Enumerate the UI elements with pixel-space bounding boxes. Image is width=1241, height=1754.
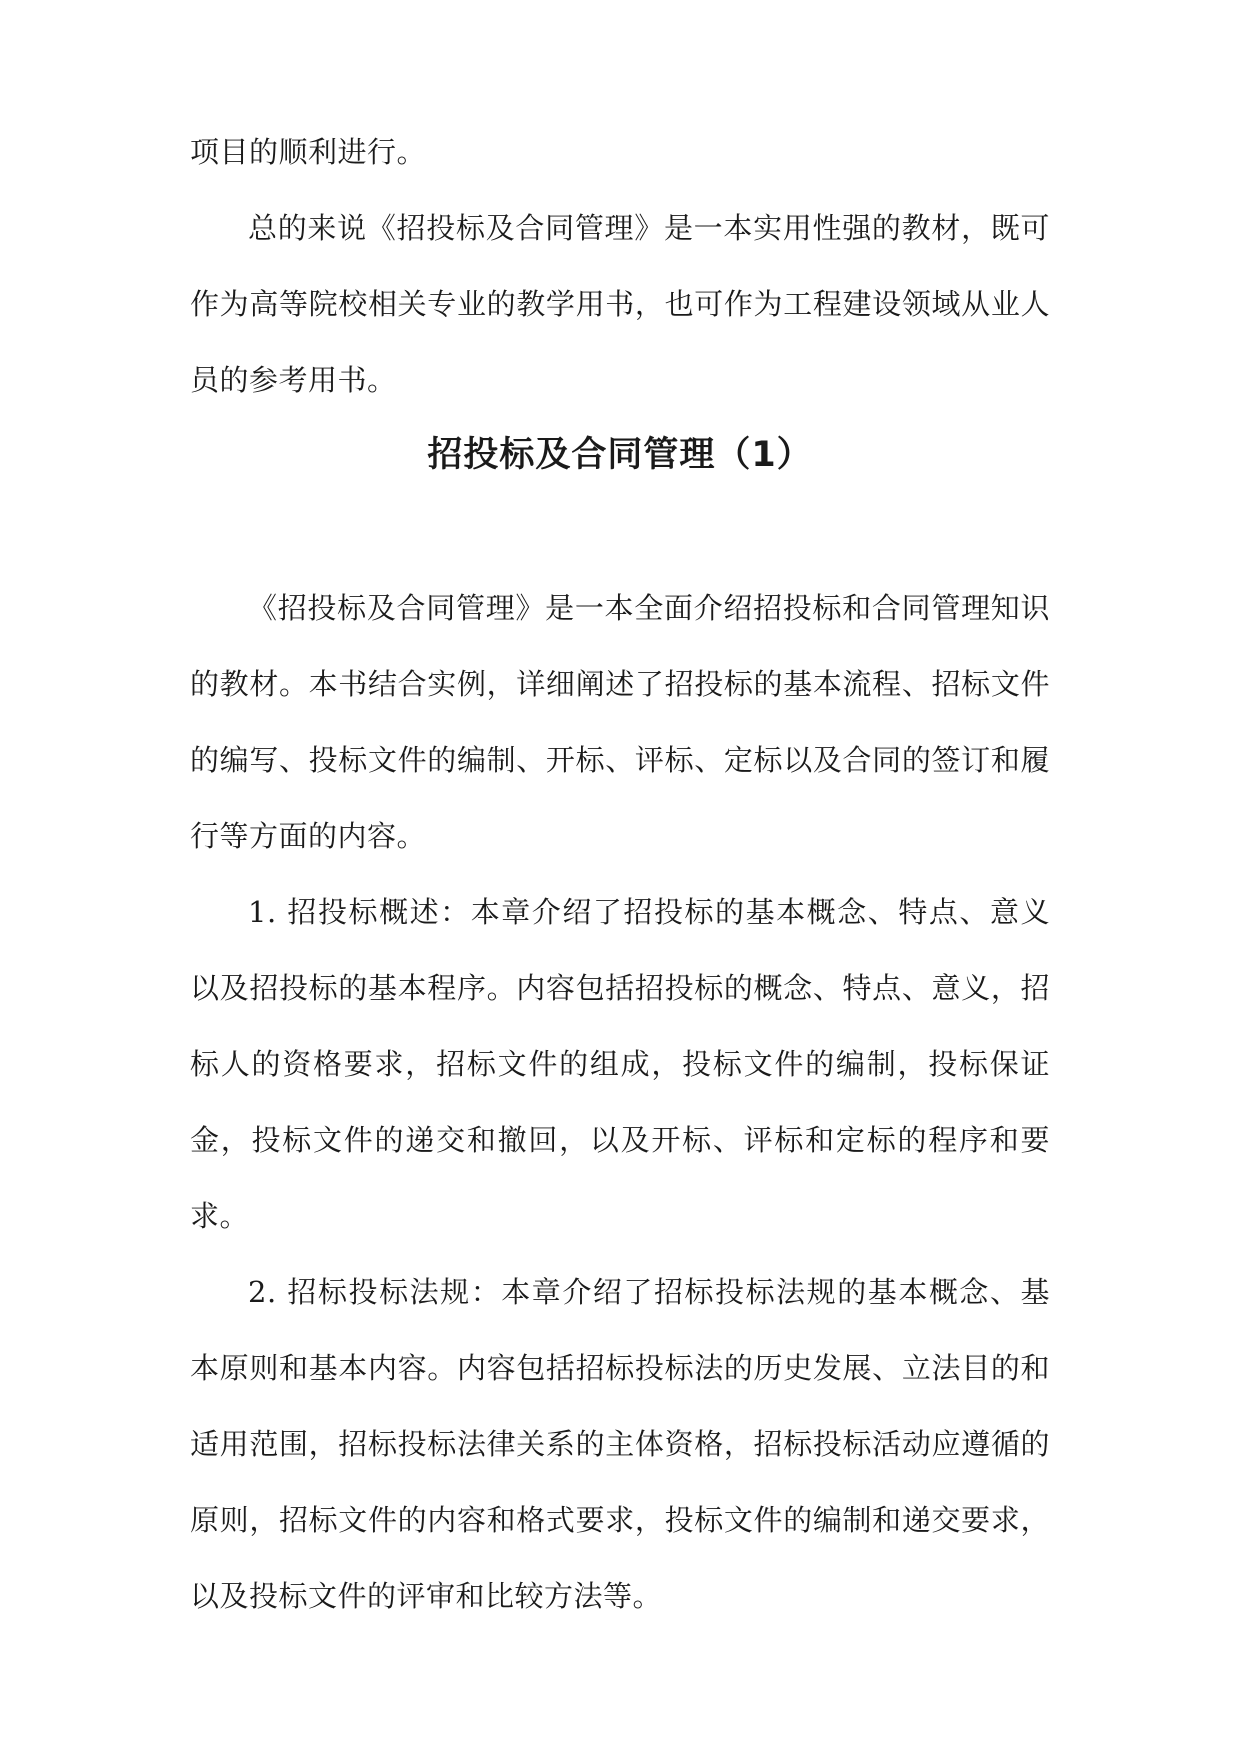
- section-heading: [190, 433, 1050, 477]
- section-previous: [190, 114, 1050, 418]
- summary-paragraph: 总的来说《招投标及合同管理》是一本实用性强的教材，既可作为高等院校相关专业的教学用书，也可作为工程建设领域从业人员的参考用书。: [190, 211, 1050, 397]
- intro-paragraph: 《招投标及合同管理》是一本全面介绍招投标和合同管理知识的教材。本书结合实例，详细阐述了招投标的基本流程、招标文件的编写、投标文件的编制、开标、评标、定标以及合同的签订和履行等方面的内容。: [190, 591, 1050, 853]
- section-title: 招投标及合同管理（1）: [427, 435, 813, 475]
- list-item-2: 2. 招标投标法规：本章介绍了招标投标法规的基本概念、基本原则和基本内容。内容包括招标投标法的历史发展、立法目的和适用范围，招标投标法律关系的主体资格，招标投标活动应遵循的原则，招标文件的内容和格式要求，投标文件的编制和递交要求，以及投标文件的评审和比较方法等。: [190, 1275, 1050, 1613]
- list-item-1: 1. 招投标概述：本章介绍了招投标的基本概念、特点、意义以及招投标的基本程序。内容包括招投标的概念、特点、意义，招标人的资格要求，招标文件的组成，投标文件的编制，投标保证金，投标文件的递交和撤回，以及开标、评标和定标的程序和要求。: [190, 895, 1050, 1233]
- continuation-paragraph: 项目的顺利进行。: [190, 135, 427, 169]
- section-body: [190, 570, 1050, 1634]
